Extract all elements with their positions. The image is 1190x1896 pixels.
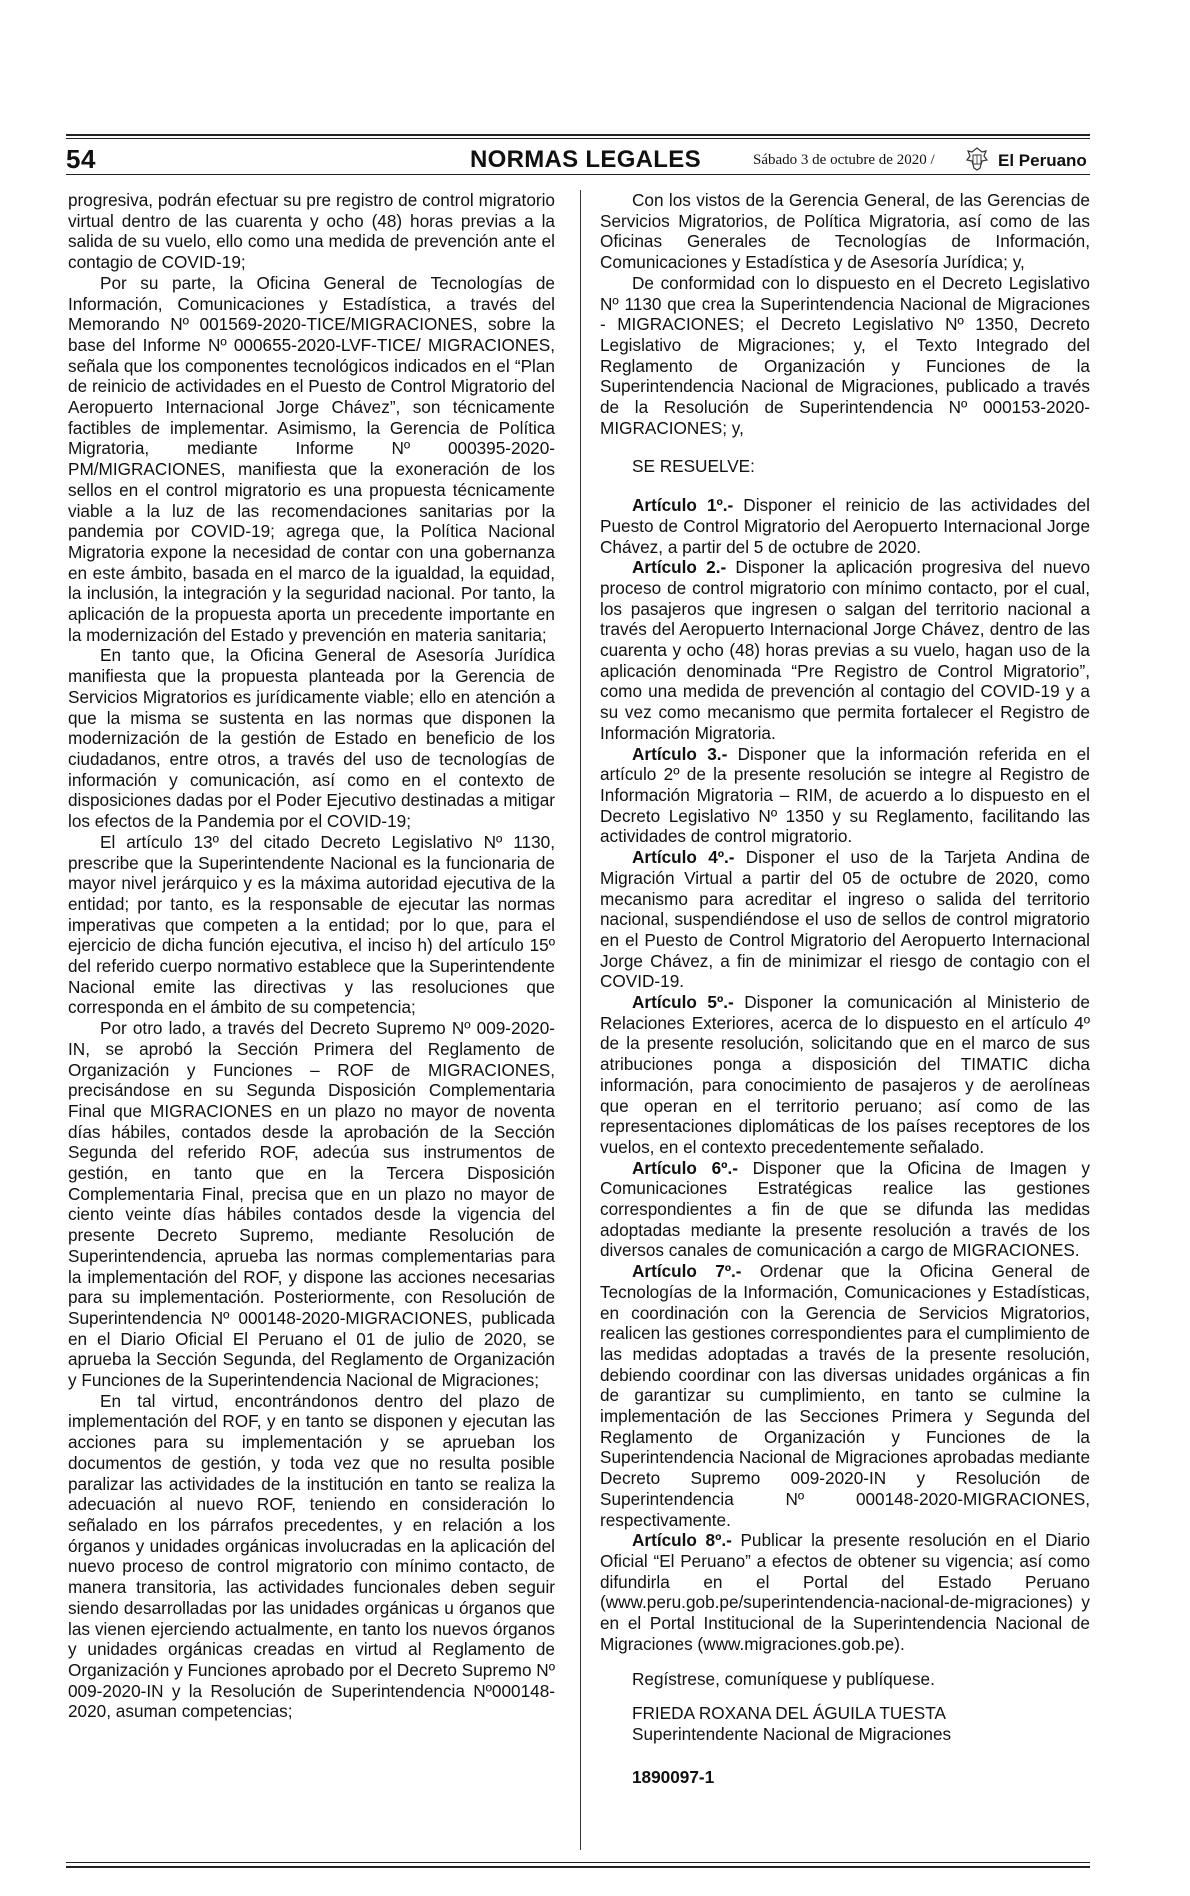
article-text: Publicar la presente resolución en el Diario Oficial “El Peruano” a efectos de obtener su vigencia; así como difundirla en el Portal del Estado Peruano (www.peru.gob.pe/superintendencia-nacional-de-migraciones) y en el Portal Institucional de la Superintendencia Nacional de Migraciones (www.migraciones.gob.pe). <box>600 1530 1091 1654</box>
paragraph: Con los vistos de la Gerencia General, de las Gerencias de Servicios Migratorios, de Política Migratoria, así como de las Oficinas Generales de Tecnologías de Información, Comunicaciones y Estadística y de Asesoría Jurídica; y, <box>600 190 1090 273</box>
header-rule-top-thin <box>66 138 1090 139</box>
signatory-title: Superintendente Nacional de Migraciones <box>632 1723 952 1744</box>
article-text: Disponer el uso de la Tarjeta Andina de Migración Virtual a partir del 05 de octubre de 2020, como mecanismo para acreditar el ingreso o salida del territorio nacional, suspendiéndose el uso de sellos de control migratorio en el Puesto de Control Migratorio del Aeropuerto Internacional Jorge Chávez, a fin de minimizar el riesgo de contagio con el COVID-19. <box>600 847 1090 992</box>
article-label: Artículo 4º.- <box>632 847 735 868</box>
article-label: Artículo 3.- <box>632 743 728 764</box>
header-rule-bottom <box>66 174 1090 175</box>
column-divider <box>580 190 581 1850</box>
footer-rule-thin <box>66 1862 1090 1863</box>
article-label: Artículo 5º.- <box>632 992 734 1013</box>
paragraph: Por otro lado, a través del Decreto Supremo Nº 009-2020-IN, se aprobó la Sección Primera del Reglamento de Organización y Funciones – ROF de MIGRACIONES, precisándose en su Segunda Disposición Complementaria Final que MIGRACIONES en un plazo no mayor de noventa días hábiles, contados desde la aprobación de la Sección Segunda del referido ROF, adecúa sus instrumentos de gestión, en tanto que en la Tercera Disposición Complementaria Final, precisa que en un plazo no mayor de ciento veinte días hábiles contados desde la vigencia del presente Decreto Supremo, mediante Resolución de Superintendencia, aprueba las normas complementarias para la implementación del ROF, y dispone las acciones necesarias para su implementación. Posteriormente, con Resolución de Superintendencia Nº 000148-2020-MIGRACIONES, publicada en el Diario Oficial El Peruano el 01 de julio de 2020, se aprueba la Sección Segunda, del Reglamento de Organización y Funciones de la Superintendencia Nacional de Migraciones; <box>68 1018 555 1391</box>
article-text: Disponer la comunicación al Ministerio de Relaciones Exteriores, acerca de lo dispuesto en el artículo 4º de la presente resolución, solicitando que en el marco de sus atribuciones ponga a disposición del TIMATIC dicha información, para conocimiento de pasajeros y de aerolíneas que operan en el territorio peruano; así como de las representaciones diplomáticas de los países receptores de los vuelos, en el contexto precedentemente señalado. <box>600 992 1090 1157</box>
article-6 <box>600 1158 1090 1262</box>
article-label: Artículo 8º.- <box>632 1530 732 1551</box>
paragraph: En tanto que, la Oficina General de Asesoría Jurídica manifiesta que la propuesta planteada por la Gerencia de Servicios Migratorios es jurídicamente viable; ello en atención a que la misma se sustenta en las normas que disponen la modernización de la gestión de Estado en beneficio de los ciudadanos, entre otros, a través del uso de tecnologías de información y comunicación, así como en el contexto de disposiciones dadas por el Poder Ejecutivo destinadas a mitigar los efectos de la Pandemia por el COVID-19; <box>68 645 555 832</box>
article-label: Artículo 7º.- <box>632 1261 742 1282</box>
article-label: Artículo 1º.- <box>632 495 734 516</box>
peru-coat-of-arms-icon <box>962 146 992 172</box>
article-text: Disponer que la información referida en el artículo 2º de la presente resolución se integre al Registro de Información Migratoria – RIM, de acuerdo a lo dispuesto en el Decreto Legislativo Nº 1350 y su Reglamento, facilitando las actividades de control migratorio. <box>600 743 1090 847</box>
paragraph: En tal virtud, encontrándonos dentro del plazo de implementación del ROF, y en tanto se disponen y ejecutan las acciones para su implementación y se aprueban los documentos de gestión, y toda vez que no resulta posible paralizar las actividades de la institución en tanto se realiza la adecuación al nuevo ROF, teniendo en consideración lo señalado en los párrafos precedentes, y en relación a los órganos y unidades orgánicas involucradas en la aplicación del nuevo proceso de control migratorio con mínimo contacto, de manera transitoria, las actividades funcionales deben seguir siendo desarrolladas por las unidades orgánicas u órganos que las vienen ejerciendo actualmente, en tanto los nuevos órganos y unidades orgánicas creadas en virtud al Reglamento de Organización y Funciones aprobado por el Decreto Supremo Nº 009-2020-IN y la Resolución de Superintendencia Nº000148-2020, asuman competencias; <box>68 1390 555 1722</box>
document-code: 1890097-1 <box>632 1766 715 1787</box>
signatory-name: FRIEDA ROXANA DEL ÁGUILA TUESTA <box>632 1703 946 1724</box>
article-label: Artículo 2.- <box>632 557 727 578</box>
header-rule-top <box>66 134 1090 136</box>
newspaper-brand: El Peruano <box>998 151 1087 170</box>
paragraph: De conformidad con lo dispuesto en el Decreto Legislativo Nº 1130 que crea la Superintendencia Nacional de Migraciones - MIGRACIONES; el Decreto Legislativo Nº 1350, Decreto Legislativo de Migraciones; y, el Texto Integrado del Reglamento de Organización y Funciones de la Superintendencia Nacional de Migraciones, publicado a través de la Resolución de Superintendencia Nº 000153-2020-MIGRACIONES; y, <box>600 272 1090 438</box>
article-label: Artículo 6º.- <box>632 1157 738 1178</box>
paragraph: El artículo 13º del citado Decreto Legislativo Nº 1130, prescribe que la Superintendente Nacional es la funcionaria de mayor nivel jerárquico y es la máxima autoridad ejecutiva de la entidad; por tanto, es la responsable de ejecutar las normas imperativas que competen a la entidad; por lo que, para el ejercicio de dicha función ejecutiva, el inciso h) del artículo 15º del referido cuerpo normativo establece que la Superintendente Nacional emite las directivas y las resoluciones que corresponda en el ámbito de su competencia; <box>68 831 555 1018</box>
section-title: NORMAS LEGALES <box>470 146 701 173</box>
article-text: Disponer que la Oficina de Imagen y Comunicaciones Estratégicas realice las gestiones correspondientes a fin de que se difunda las medidas adoptadas mediante la presente resolución a través de los diversos canales de comunicación a cargo de MIGRACIONES. <box>600 1157 1090 1261</box>
article-3 <box>600 744 1090 848</box>
footer-rule-thick <box>66 1866 1090 1868</box>
closing-formula: Regístrese, comuníquese y publíquese. <box>632 1668 935 1689</box>
paragraph: Por su parte, la Oficina General de Tecnologías de Información, Comunicaciones y Estadística, a través del Memorando Nº 001569-2020-TICE/MIGRACIONES, sobre la base del Informe Nº 000655-2020-LVF-TICE/ MIGRACIONES, señala que los componentes tecnológicos indicados en el “Plan de reinicio de actividades en el Puesto de Control Migratorio del Aeropuerto Internacional Jorge Chávez”, son técnicamente factibles de implementar. Asimismo, la Gerencia de Política Migratoria, mediante Informe Nº 000395-2020-PM/MIGRACIONES, manifiesta que la exoneración de los sellos en el control migratorio es una propuesta técnicamente viable a la luz de las recomendaciones sanitarias por la pandemia por COVID-19; agrega que, la Política Nacional Migratoria expone la necesidad de contar con una gobernanza en este ámbito, basada en el marco de la igualdad, la equidad, la inclusión, la integración y la seguridad nacional. Por tanto, la aplicación de la propuesta aporta un precedente importante en la modernización del Estado y prevención en materia sanitaria; <box>68 272 555 645</box>
issue-date: Sábado 3 de octubre de 2020 / <box>753 152 935 168</box>
article-text: Disponer el reinicio de las actividades del Puesto de Control Migratorio del Aeropuerto Internacional Jorge Chávez, a partir del 5 de octubre de 2020. <box>600 495 1090 557</box>
article-7 <box>600 1261 1090 1530</box>
left-column <box>68 190 555 1722</box>
article-2 <box>600 557 1090 743</box>
right-column <box>600 190 1090 1787</box>
article-1 <box>600 495 1090 557</box>
article-text: Ordenar que la Oficina General de Tecnologías de la Información, Comunicaciones y Estadísticas, en coordinación con la Gerencia de Servicios Migratorios, realicen las gestiones correspondientes para el cumplimiento de las medidas adoptadas a través de la presente resolución, debiendo coordinar con las diversas unidades orgánicas a fin de garantizar su cumplimiento, en tanto se culmine la implementación de las Secciones Primera y Segunda del Reglamento de Organización y Funciones de la Superintendencia Nacional de Migraciones aprobadas mediante Decreto Supremo 009-2020-IN y Resolución de Superintendencia Nº 000148-2020-MIGRACIONES, respectivamente. <box>600 1261 1091 1530</box>
article-5 <box>600 992 1090 1158</box>
page-number: 54 <box>66 144 96 174</box>
article-8 <box>600 1530 1090 1654</box>
article-4 <box>600 847 1090 992</box>
article-text: Disponer la aplicación progresiva del nuevo proceso de control migratorio con mínimo contacto, por el cual, los pasajeros que ingresen o salgan del territorio nacional a través del Aeropuerto Internacional Jorge Chávez, dentro de las cuarenta y ocho (48) horas previas a su vuelo, hagan uso de la aplicación denominada “Pre Registro de Control Migratorio”, como una medida de prevención al contagio del COVID-19 y a su vez como mecanismo que permita fortalecer el Registro de Información Migratoria. <box>600 557 1091 743</box>
paragraph: progresiva, podrán efectuar su pre registro de control migratorio virtual dentro de las cuarenta y ocho (48) horas previas a la salida de su vuelo, ello como una medida de prevención ante el contagio de COVID-19; <box>68 190 555 273</box>
resolve-heading: SE RESUELVE: <box>632 456 755 477</box>
